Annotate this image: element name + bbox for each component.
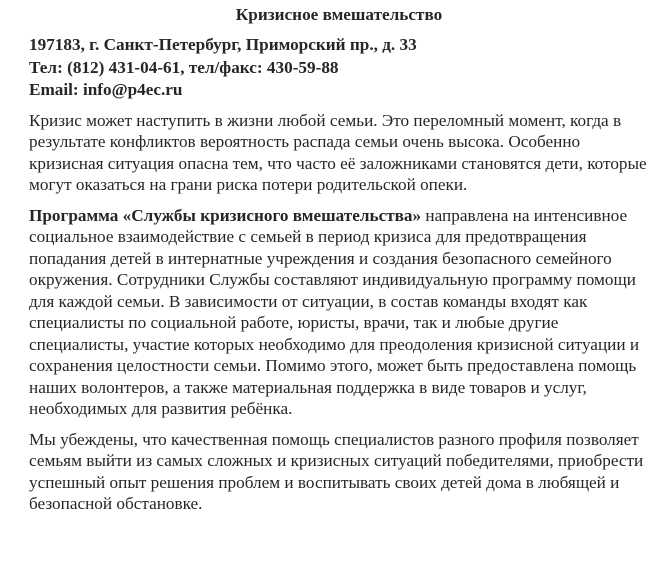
document-page [29,4,649,524]
address-line: 197183, г. Санкт-Петербург, Приморский пр., д. 33 [29,35,417,54]
program-name: Программа «Службы кризисного вмешательства» [29,205,422,225]
phone-line: Тел: (812) 431-04-61, тел/факс: 430-59-88 [29,57,339,77]
program-description: направлена на интенсивное социальное взаимодействие с семьей в период кризиса для предотвращения попадания детей в интернатные учреждения и создания безопасного семейного окружения. Сотрудники Службы составляют индивидуальную программу помощи для каждой семьи. В зависимости от ситуации, в состав команды входят как специалисты по социальной работе, юристы, врачи, так и любые другие специалисты, участие которых необходимо для преодоления кризисной ситуации и сохранения целостности семьи. Помимо этого, может быть предоставлена помощь наших волонтеров, а также материальная поддержка в виде товаров и услуг, необходимых для развития ребёнка. [29,205,640,418]
email-line: Email: info@p4ec.ru [29,80,183,99]
paragraph-intro: Кризис может наступить в жизни любой семьи. Это переломный момент, когда в результате конфликтов вероятность распада семьи очень высока. Особенно кризисная ситуация опасна тем, что часто её заложниками становятся дети, которые могут оказаться на грани риска потери родительской опеки. [29,110,647,194]
paragraph-program [29,205,649,420]
page-title: Кризисное вмешательство [235,5,443,24]
paragraph-conclusion: Мы убеждены, что качественная помощь специалистов разного профиля позволяет семьям выйти из самых сложных и кризисных ситуаций победителями, приобрести успешный опыт решения проблем и воспитывать своих детей дома в любящей и безопасной обстановке. [29,429,644,513]
contact-block [29,34,649,102]
